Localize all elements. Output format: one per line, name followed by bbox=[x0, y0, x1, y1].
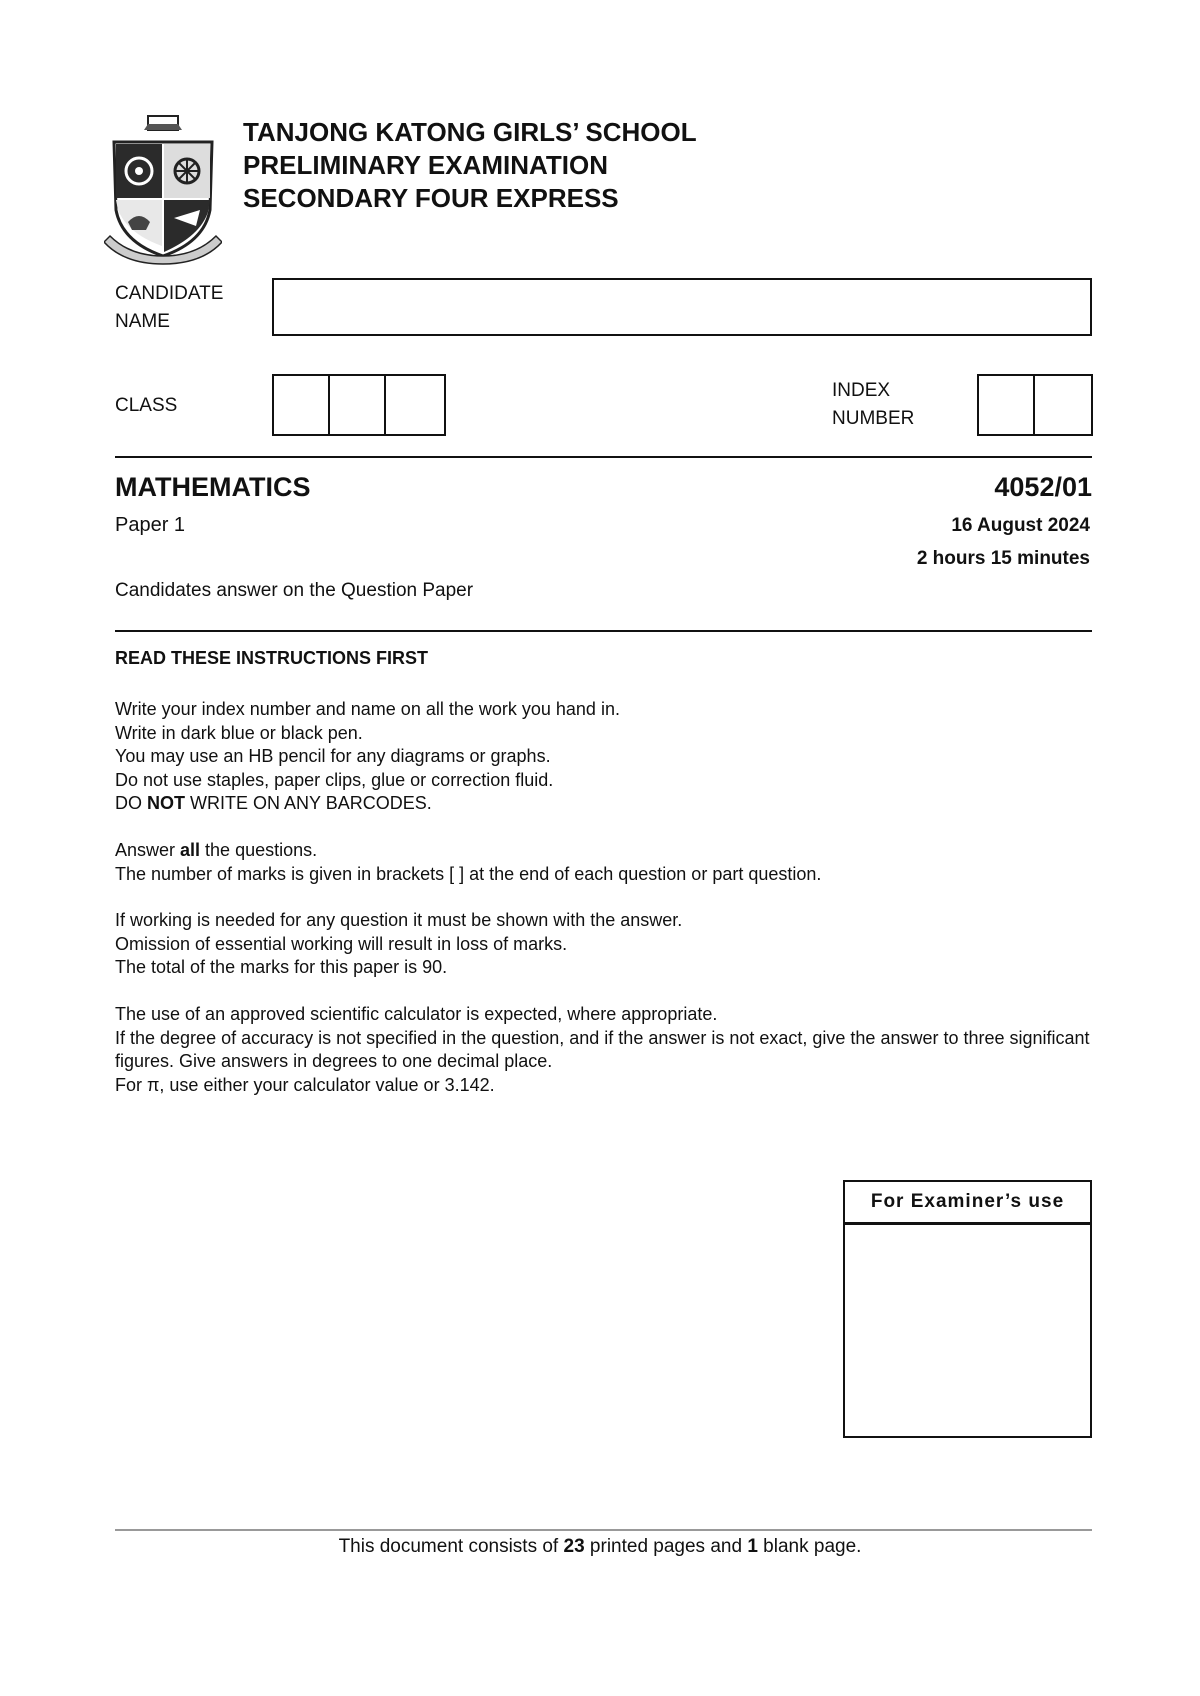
examiner-use-box bbox=[843, 1180, 1092, 1438]
exam-date: 16 August 2024 bbox=[951, 515, 1090, 536]
paper-code: 4052/01 bbox=[994, 472, 1092, 502]
calculator-instruction: The use of an approved scientific calculator is expected, where appropriate. bbox=[115, 1004, 718, 1024]
index-label-line1: INDEX bbox=[832, 380, 891, 401]
examiner-use-heading: For Examiner’s use bbox=[845, 1182, 1090, 1225]
instruction-line: The total of the marks for this paper is 90. bbox=[115, 957, 448, 977]
instructions-group-4 bbox=[115, 1003, 1095, 1097]
barcode-instruction bbox=[115, 792, 1095, 816]
class-cell[interactable] bbox=[274, 376, 330, 434]
instruction-line: Write in dark blue or black pen. bbox=[115, 722, 363, 743]
instruction-line: Write your index number and name on all the work you hand in. bbox=[115, 699, 620, 719]
answer-on-note: Candidates answer on the Question Paper bbox=[115, 580, 474, 601]
footer-mid: printed pages and bbox=[584, 1536, 748, 1557]
footer-divider bbox=[115, 1529, 1092, 1531]
page-count-footer bbox=[0, 1536, 1200, 1558]
barcode-bold: NOT bbox=[147, 793, 186, 813]
school-crest-logo bbox=[104, 114, 222, 266]
divider bbox=[115, 456, 1092, 458]
index-label-line2: NUMBER bbox=[832, 408, 915, 429]
divider bbox=[115, 630, 1092, 632]
exam-duration: 2 hours 15 minutes bbox=[916, 548, 1090, 569]
class-cell[interactable] bbox=[330, 376, 386, 434]
level-name: SECONDARY FOUR EXPRESS bbox=[243, 183, 619, 213]
candidate-name-field[interactable] bbox=[272, 278, 1092, 336]
instruction-line: Omission of essential working will result in loss of marks. bbox=[115, 933, 568, 954]
class-label: CLASS bbox=[115, 395, 178, 416]
instructions-group-3 bbox=[115, 909, 1095, 980]
instructions-group-2 bbox=[115, 839, 1095, 886]
pi-instruction: For π, use either your calculator value or 3.142. bbox=[115, 1074, 495, 1095]
instruction-line: If working is needed for any question it must be shown with the answer. bbox=[115, 910, 683, 930]
candidate-name-label bbox=[115, 280, 223, 336]
subject-title: MATHEMATICS bbox=[115, 472, 311, 502]
index-cell[interactable] bbox=[1035, 376, 1091, 434]
answer-post: the questions. bbox=[200, 840, 318, 860]
answer-all-instruction bbox=[115, 839, 1095, 863]
instructions-heading: READ THESE INSTRUCTIONS FIRST bbox=[115, 648, 429, 668]
footer-pre: This document consists of bbox=[338, 1536, 564, 1557]
instruction-line: Do not use staples, paper clips, glue or correction fluid. bbox=[115, 769, 554, 790]
school-name: TANJONG KATONG GIRLS’ SCHOOL bbox=[243, 117, 697, 147]
index-cell[interactable] bbox=[979, 376, 1035, 434]
candidate-label-line1: CANDIDATE bbox=[115, 283, 224, 304]
paper-number: Paper 1 bbox=[115, 514, 186, 536]
exam-name: PRELIMINARY EXAMINATION bbox=[243, 150, 608, 180]
answer-bold: all bbox=[180, 840, 201, 860]
candidate-label-line2: NAME bbox=[115, 311, 170, 332]
footer-page-count: 23 bbox=[563, 1536, 585, 1557]
footer-post: blank page. bbox=[757, 1536, 862, 1557]
instruction-line: You may use an HB pencil for any diagrams or graphs. bbox=[115, 746, 551, 766]
index-number-label bbox=[832, 377, 914, 433]
instructions-group-1 bbox=[115, 698, 1095, 816]
barcode-post: WRITE ON ANY BARCODES. bbox=[185, 793, 432, 813]
marks-instruction: The number of marks is given in brackets [ ] at the end of each question or part question. bbox=[115, 863, 822, 884]
answer-pre: Answer bbox=[115, 840, 181, 860]
class-cell[interactable] bbox=[386, 376, 442, 434]
accuracy-instruction: If the degree of accuracy is not specified in the question, and if the answer is not exact, give the answer to three significant figures. Give answers in degrees to one decimal place. bbox=[115, 1027, 1090, 1071]
index-number-field[interactable] bbox=[977, 374, 1093, 436]
school-title-block bbox=[243, 116, 697, 215]
barcode-pre: DO bbox=[115, 793, 148, 813]
footer-blank-count: 1 bbox=[747, 1536, 758, 1557]
class-field[interactable] bbox=[272, 374, 446, 436]
